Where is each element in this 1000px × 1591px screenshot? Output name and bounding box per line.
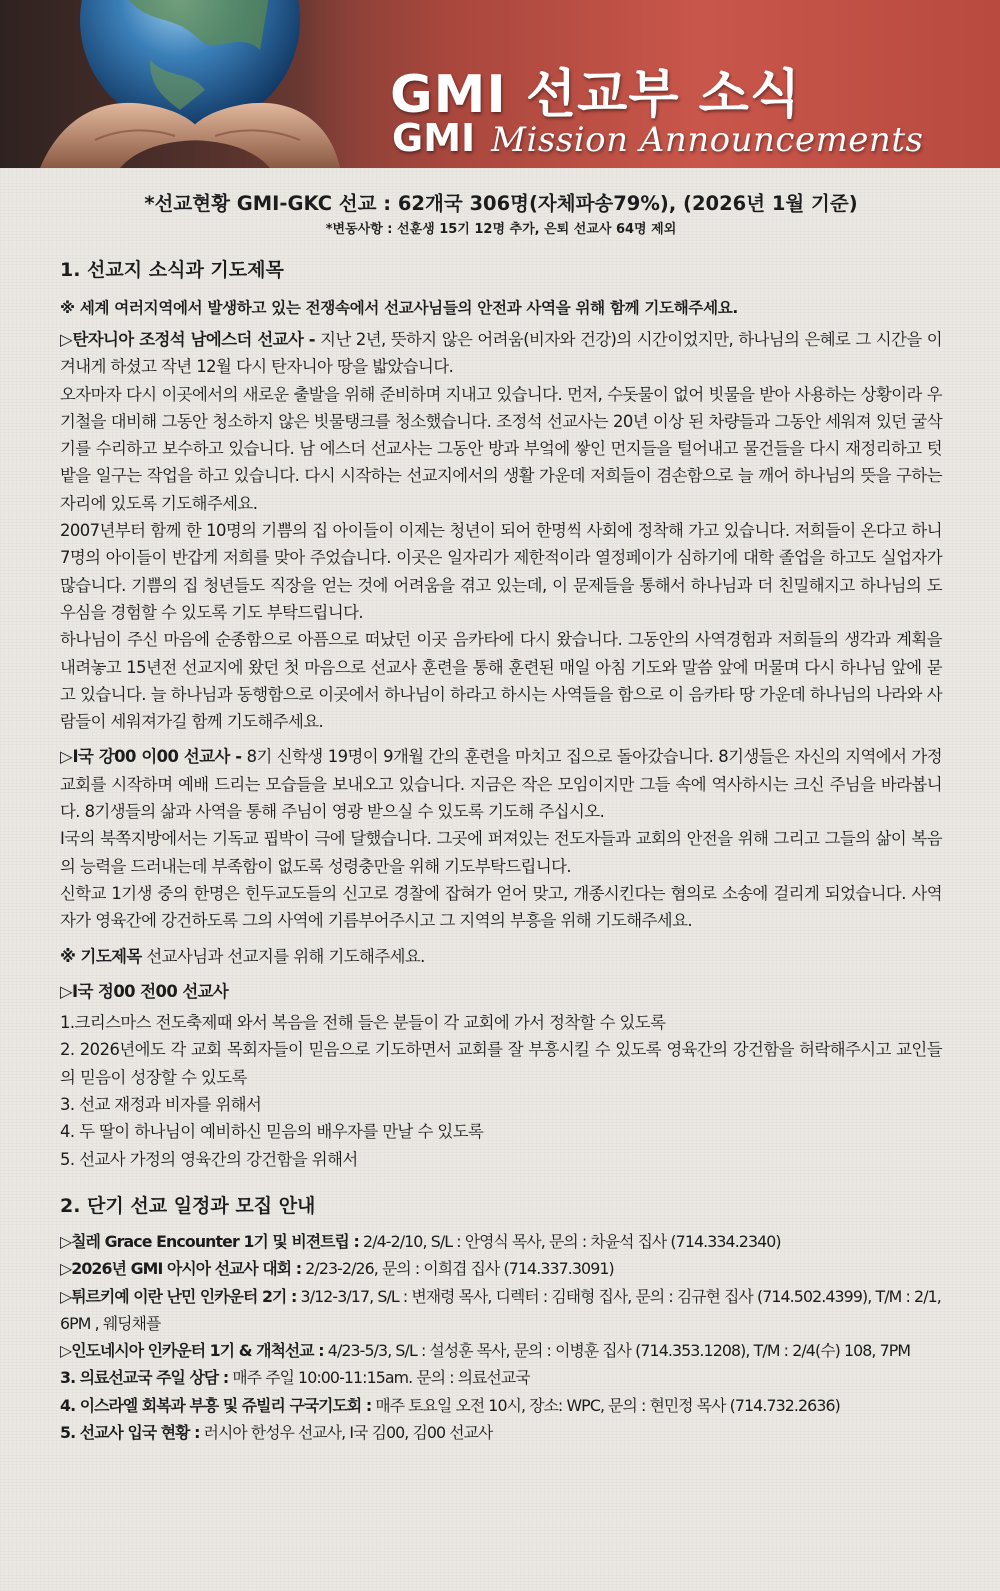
banner-title-script: Mission Announcements <box>491 120 924 160</box>
i-jeong-lead: ▷I국 정00 전00 선교사 <box>60 981 229 1001</box>
list-item: 5. 선교사 가정의 영육간의 강건함을 위해서 <box>60 1149 358 1169</box>
section-3-lead: 3. 의료선교국 주일 상담 : <box>60 1368 229 1388</box>
trip-details: 2/4-2/10, S/L : 안영식 목사, 문의 : 차윤석 집사 (714.334.2340) <box>358 1231 781 1251</box>
list-item: 1.크리스마스 전도축제때 와서 복음을 전해 들은 분들이 각 교회에 가서 정착할 수 있도록 <box>60 1013 666 1033</box>
i-kang-p1: 8기 신학생 19명이 9개월 간의 훈련을 마치고 집으로 돌아갔습니다. 8기생들은 자신의 지역에서 가정교회를 시작하며 예배 드리는 모습들을 보내오고 있습니다. 지금은 작은 모임이지만 그들 속에 역사하시는 크신 주님을 바라봅니다. 8기생들의 삶과 사역을 통해 주님이 영광 받으실 수 있도록 기도해 주십시오. <box>60 747 942 822</box>
mission-status-changes: *변동사항 : 선훈생 15기 12명 추가, 은퇴 선교사 64명 제외 <box>325 222 677 237</box>
list-item: 2. 2026년에도 각 교회 목회자들이 믿음으로 기도하면서 교회를 잘 부흥시킬 수 있도록 영육간의 강건함을 허락해주시고 교인들의 믿음이 성장할 수 있도록 <box>60 1040 942 1087</box>
tanzania-p2: 오자마자 다시 이곳에서의 새로운 출발을 위해 준비하며 지내고 있습니다. 먼저, 수돗물이 없어 빗물을 받아 사용하는 상황이라 우기철을 대비해 그동안 청소하지 않은 빗물탱크를 청소했습니다. 조정석 선교사는 20년 이상 된 차량들과 그동안 세워져 있던 굴삭기를 수리하고 보수하고 있습니다. 남 에스더 선교사는 그동안 방과 부엌에 쌓인 먼지들을 털어내고 물건들을 다시 재정리하고 텃밭을 일구는 작업을 하고 있습니다. 다시 시작하는 선교지에서의 생활 가운데 저희들이 겸손함으로 늘 깨어 하나님의 뜻을 구하는 자리에 있도록 기도해주세요. <box>60 384 942 513</box>
short-term-mission-list <box>60 1228 942 1446</box>
prayer-topics-note <box>60 943 942 970</box>
prayer-lead: ※ 기도제목 <box>60 946 142 966</box>
i-kang-p2: I국의 북쪽지방에서는 기독교 핍박이 극에 달했습니다. 그곳에 퍼져있는 전도자들과 교회의 안전을 위해 그리고 그들의 삶이 복음의 능력을 드러내는데 부족함이 없도록 성령충만을 위해 기도부탁드립니다. <box>60 829 942 876</box>
section-2-heading: 2. 단기 선교 일정과 모집 안내 <box>60 1194 316 1217</box>
medical-consultation <box>60 1364 942 1391</box>
list-item: 4. 두 딸이 하나님이 예비하신 믿음의 배우자를 만날 수 있도록 <box>60 1122 484 1142</box>
banner-title-korean: GMI 선교부 소식 <box>390 65 802 125</box>
list-item <box>60 1255 942 1282</box>
i-kang-lead: ▷I국 강00 이00 선교사 - <box>60 747 242 767</box>
tanzania-lead: ▷탄자니아 조정석 남에스더 선교사 - <box>60 330 316 349</box>
i-jeong-prayer-list <box>60 1009 942 1173</box>
section-4-lead: 4. 이스라엘 회복과 부흥 및 쥬빌리 구국기도회 : <box>60 1395 372 1415</box>
section-1-heading: 1. 선교지 소식과 기도제목 <box>60 259 284 281</box>
header-banner <box>0 0 1000 168</box>
i-country-kang-news <box>60 743 942 934</box>
bulletin-content <box>0 188 1000 1446</box>
trip-lead: ▷2026년 GMI 아시아 선교사 대회 : <box>60 1259 302 1279</box>
trip-lead: ▷칠레 Grace Encounter 1기 및 비젼트립 : <box>60 1231 359 1251</box>
tanzania-p1: 지난 2년, 뜻하지 않은 어려움(비자와 건강)의 시간이었지만, 하나님의 은혜로 그 시간을 이겨내게 하셨고 작년 12월 다시 탄자니아 땅을 밟았습니다. <box>60 330 942 377</box>
section-5-text: 러시아 한성우 선교사, I국 김00, 김00 선교사 <box>199 1422 493 1442</box>
globe-in-hands-image <box>0 0 400 168</box>
banner-title-gmi: GMI <box>392 116 476 160</box>
trip-details: 2/23-2/26, 문의 : 이희겹 집사 (714.337.3091) <box>301 1259 614 1279</box>
list-item <box>60 1283 942 1338</box>
list-item: 3. 선교 재정과 비자를 위해서 <box>60 1095 262 1115</box>
trip-lead: ▷튀르키예 이란 난민 인카운터 2기 : <box>60 1286 297 1306</box>
banner-title-english <box>392 116 923 160</box>
trip-details: 4/23-5/3, S/L : 설성훈 목사, 문의 : 이병훈 집사 (714.353.1208), T/M : 2/4(수) 108, 7PM <box>323 1341 911 1361</box>
section-3-text: 매주 주일 10:00-11:15am. 문의 : 의료선교국 <box>228 1368 530 1388</box>
mission-status: *선교현황 GMI-GKC 선교 : 62개국 306명(자체파송79%), (2026년 1월 기준) <box>144 192 858 215</box>
list-item <box>60 1337 942 1364</box>
tanzania-news <box>60 326 942 735</box>
section-4-text: 매주 토요일 오전 10시, 장소: WPC, 문의 : 현민정 목사 (714.732.2636) <box>371 1395 840 1415</box>
israel-prayer-meeting <box>60 1392 942 1419</box>
section-5-lead: 5. 선교사 입국 현황 : <box>60 1422 200 1442</box>
prayer-text: 선교사님과 선교지를 위해 기도해주세요. <box>141 946 425 966</box>
war-prayer-notice: ※ 세계 여러지역에서 발생하고 있는 전쟁속에서 선교사님들의 안전과 사역을 위해 함께 기도해주세요. <box>60 299 739 317</box>
tanzania-p3: 2007년부터 함께 한 10명의 기쁨의 집 아이들이 이제는 청년이 되어 한명씩 사회에 정착해 가고 있습니다. 저희들이 온다고 하니 7명의 아이들이 반갑게 저희를 맞아 주었습니다. 이곳은 일자리가 제한적이라 열정페이가 심하기에 대학 졸업을 하고도 실업자가 많습니다. 기쁨의 집 청년들도 직장을 얻는 것에 어려움을 겪고 있는데, 이 문제들을 통해서 하나님과 더 친밀해지고 하나님의 도우심을 경험할 수 있도록 기도 부탁드립니다. <box>60 521 942 622</box>
trip-details: 3/12-3/17, S/L : 변재령 목사, 디렉터 : 김태형 집사, 문의 : 김규현 집사 (714.502.4399), T/M : 2/1, 6PM , 웨딩채플 <box>60 1286 941 1333</box>
trip-lead: ▷인도네시아 인카운터 1기 & 개척선교 : <box>60 1341 324 1361</box>
i-country-jeong-news <box>60 978 942 1173</box>
tanzania-p4: 하나님이 주신 마음에 순종함으로 아픔으로 떠났던 이곳 음카타에 다시 왔습니다. 그동안의 사역경험과 저희들의 생각과 계획을 내려놓고 15년전 선교지에 왔던 첫 마음으로 선교사 훈련을 통해 훈련된 매일 아침 기도와 말씀 앞에 머물며 다시 하나님 앞에 묻고 있습니다. 늘 하나님과 동행함으로 이곳에서 하나님이 하라고 하시는 사역들을 함으로 이 음카타 땅 가운데 하나님의 나라와 사람들이 세워져가길 함께 기도해주세요. <box>60 630 942 732</box>
i-kang-p3: 신학교 1기생 중의 한명은 힌두교도들의 신고로 경찰에 잡혀가 얻어 맞고, 개종시킨다는 혐의로 소송에 걸리게 되었습니다. 사역자가 영육간에 강건하도록 그의 사역에 기름부어주시고 그 지역의 부흥을 위해 기도해주세요. <box>60 883 942 931</box>
missionary-arrivals <box>60 1419 942 1446</box>
list-item <box>60 1228 942 1255</box>
